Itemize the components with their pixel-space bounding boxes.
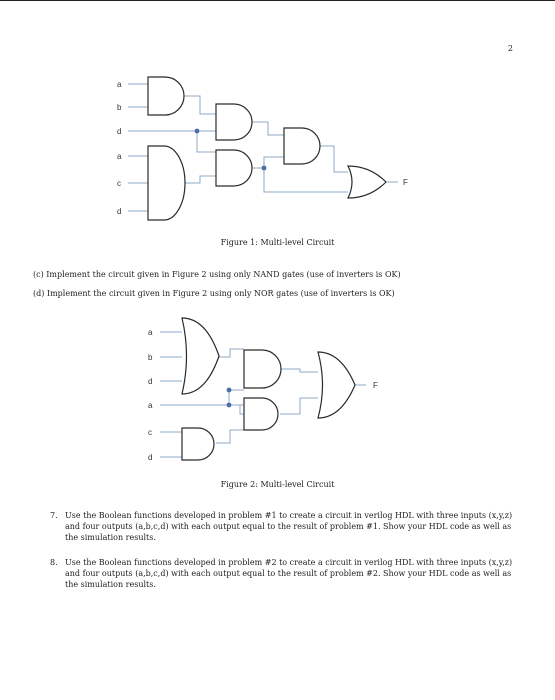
- input-label: a: [117, 80, 122, 89]
- input-label: a: [148, 328, 153, 337]
- input-label: b: [117, 103, 122, 112]
- problem-number: 7.: [50, 511, 58, 520]
- problem-text: Use the Boolean functions developed in problem #1 to create a circuit in verilog HDL with three inputs (x,y,z) and four outputs (a,b,c,d) with each output equal to the result of problem #1. Show your HDL code as well as the simulation results.: [65, 511, 513, 542]
- part-c: (c) Implement the circuit given in Figure 2 using only NAND gates (use of inverters is OK): [33, 270, 401, 279]
- and-gate-upper: [244, 350, 281, 388]
- or-gate-large: [182, 318, 219, 394]
- problem-number: 8.: [50, 558, 58, 567]
- input-label: b: [148, 353, 153, 362]
- output-label: F: [373, 381, 378, 390]
- input-label: c: [148, 428, 152, 437]
- junction-dot: [227, 403, 232, 408]
- input-label: d: [148, 453, 153, 462]
- part-d: (d) Implement the circuit given in Figure 2 using only NOR gates (use of inverters is OK): [33, 289, 395, 298]
- problem-7: [50, 510, 525, 543]
- input-label: a: [117, 152, 122, 161]
- input-label: d: [148, 377, 153, 386]
- or-gate-output: [318, 352, 355, 418]
- output-label: F: [403, 178, 408, 187]
- figure-1-caption: Figure 1: Multi-level Circuit: [220, 238, 335, 247]
- junction-dot: [227, 388, 232, 393]
- page-number: 2: [507, 44, 513, 53]
- figure-2-caption: Figure 2: Multi-level Circuit: [220, 480, 335, 489]
- and-gate-lower: [244, 398, 278, 430]
- and-gate-input: [182, 428, 214, 460]
- problem-text: Use the Boolean functions developed in problem #2 to create a circuit in verilog HDL with three inputs (x,y,z) and four outputs (a,b,c,d) with each output equal to the result of problem #2. Show your HDL code as well as the simulation results.: [65, 558, 513, 589]
- problem-8: [50, 557, 525, 590]
- input-label: d: [117, 127, 122, 136]
- input-label: d: [117, 207, 122, 216]
- input-label: c: [117, 179, 121, 188]
- input-label: a: [148, 401, 153, 410]
